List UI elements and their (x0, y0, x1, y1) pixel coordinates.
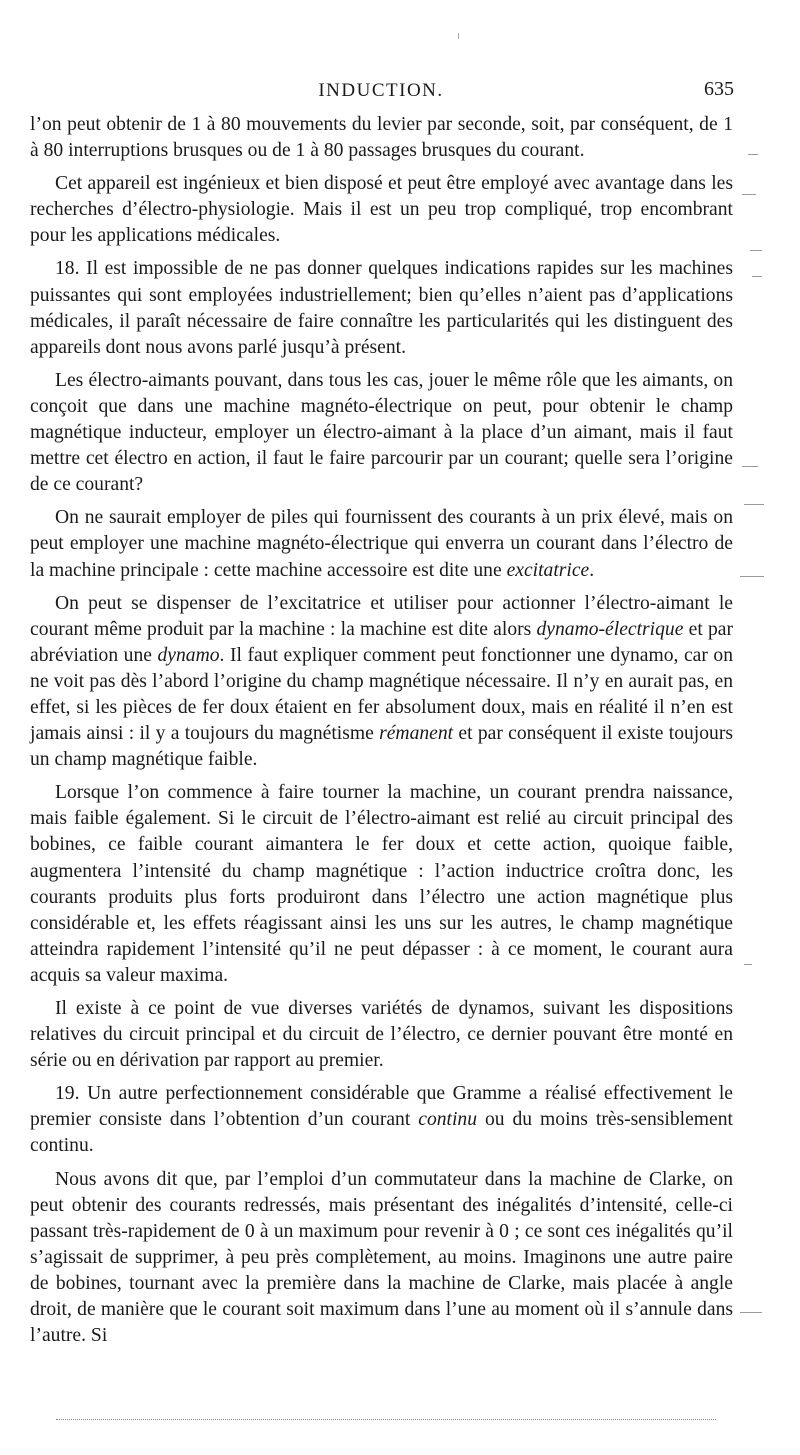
paragraph-text: l’on peut obtenir de 1 à 80 mouvements du levier par seconde, soit, par conséquent, de 1 à 80 interruptions brusques ou de 1 à 80 passages brusques du courant. (30, 114, 733, 162)
paragraph-text: et par conséquent il existe toujours un champ magnétique faible. (30, 723, 733, 771)
page-number: 635 (704, 78, 734, 100)
paragraph-6 (30, 591, 733, 774)
paragraph-text: Les électro-aimants pouvant, dans tous les cas, jouer le même rôle que les aimants, on conçoit que dans une machine magnéto-électrique on peut, pour obtenir le champ magnétique inducteur, employer un électro-aimant à la place d’un aimant, mais il faut mettre cet électro en action, il faut le faire parcourir par un courant; quelle sera l’origine de ce courant? (30, 369, 733, 496)
paragraph-text: Nous avons dit que, par l’emploi d’un commutateur dans la machine de Clarke, on peut obtenir des courants redressés, mais présentant des inégalités d’intensité, celle-ci passant très-rapidement de 0 à un maximum pour revenir à 0 ; ce sont ces inégalités qu’il s’agissait de supprimer, à peu près complètement, au moins. Imaginons une autre paire de bobines, tournant avec la première dans la machine de Clarke, mais placée à angle droit, de manière que le courant soit maximum dans l’une au moment où il s’annule dans l’autre. Si (30, 1168, 733, 1347)
paragraph-5 (30, 505, 733, 583)
paragraph-text: Lorsque l’on commence à faire tourner la machine, un courant prendra naissance, mais faible également. Si le circuit de l’électro-aimant est relié au circuit principal des bobines, ce faible courant aimantera le fer doux et cette action, quoique faible, augmentera l’intensité du champ magnétique : l’action inductrice croîtra donc, les courants produits plus forts produiront dans l’électro une action magnétique plus considérable et, les effets réagissant ainsi les uns sur les autres, le champ magnétique atteindra rapidement l’intensité qu’il ne peut dépasser : à ce moment, le courant aura acquis sa valeur maxima. (30, 782, 733, 986)
italic-term: rémanent (379, 723, 454, 745)
section-number: 19. (55, 1083, 80, 1105)
paragraph-text: Il est impossible de ne pas donner quelques indications rapides sur les machines puissantes qui sont employées industriellement; bien qu’elles n’aient pas d’applications médicales, il paraît nécessaire de faire connaître les particularités qui les distinguent des appareils dont nous avons parlé jusqu’à présent. (30, 258, 733, 358)
paragraph-4 (30, 368, 733, 498)
italic-term: continu (418, 1109, 478, 1131)
bleed-mark (750, 250, 762, 251)
bleed-mark (748, 154, 758, 155)
section-18 (30, 256, 733, 360)
italic-term: dynamo-électrique (536, 618, 684, 640)
running-title: INDUCTION. (318, 80, 444, 101)
paragraph-text: Cet appareil est ingénieux et bien disposé et peut être employé avec avantage dans les recherches d’électro-physiologie. Mais il est un peu trop compliqué, trop encombrant pour les applications médicales. (30, 173, 733, 247)
bleed-mark (744, 504, 764, 505)
paragraph-text: Il existe à ce point de vue diverses variétés de dynamos, suivant les dispositions relatives du circuit principal et du circuit de l’électro, ce dernier pouvant être monté en série ou en dérivation par rapport au premier. (30, 998, 733, 1072)
bleed-mark (752, 276, 762, 277)
paper-speck (458, 33, 459, 39)
bleed-mark (742, 466, 758, 467)
paragraph-8 (30, 996, 733, 1074)
paragraph-7 (30, 780, 733, 989)
paragraph-text: . Il faut expliquer comment peut fonctionner une dynamo, car on ne voit pas dès l’abord l’origine du champ magnétique nécessaire. Il n’y en aurait pas, en effet, si les pièces de fer doux étaient en fer absolument doux, mais en réalité il n’en est jamais ainsi : il y a toujours du magnétisme (30, 644, 733, 745)
section-number: 18. (55, 258, 80, 280)
italic-term: excitatrice (506, 559, 590, 581)
bottom-bleed-line (56, 1419, 716, 1420)
italic-term: dynamo (157, 644, 220, 666)
paragraph-text: On ne saurait employer de piles qui fournissent des courants à un prix élevé, mais on peut employer une machine magnéto-électrique qui enverra un courant dans l’électro de la machine principale : cette machine accessoire est dite une (30, 507, 733, 581)
paragraph-text: et par abréviation une (30, 618, 733, 666)
bleed-mark (740, 1312, 762, 1313)
margin-bleed-marks (740, 100, 780, 1400)
page-header (28, 78, 734, 106)
body-text (30, 112, 733, 1356)
paragraph-text: . (589, 559, 595, 581)
paragraph-text: On peut se dispenser de l’excitatrice et utiliser pour actionner l’électro-aimant le courant même produit par la machine : la machine est dite alors (30, 592, 733, 640)
section-19 (30, 1081, 733, 1159)
bleed-mark (744, 964, 752, 965)
paragraph-10 (30, 1167, 733, 1350)
paragraph-text: ou du moins très-sensiblement continu. (30, 1109, 733, 1157)
paragraph-text: Un autre perfectionnement considérable que Gramme a réalisé effectivement le premier consiste dans l’obtention d’un courant (30, 1083, 733, 1131)
paragraph-1 (30, 112, 733, 164)
bleed-mark (740, 576, 764, 577)
paragraph-2 (30, 171, 733, 249)
bleed-mark (742, 194, 756, 195)
